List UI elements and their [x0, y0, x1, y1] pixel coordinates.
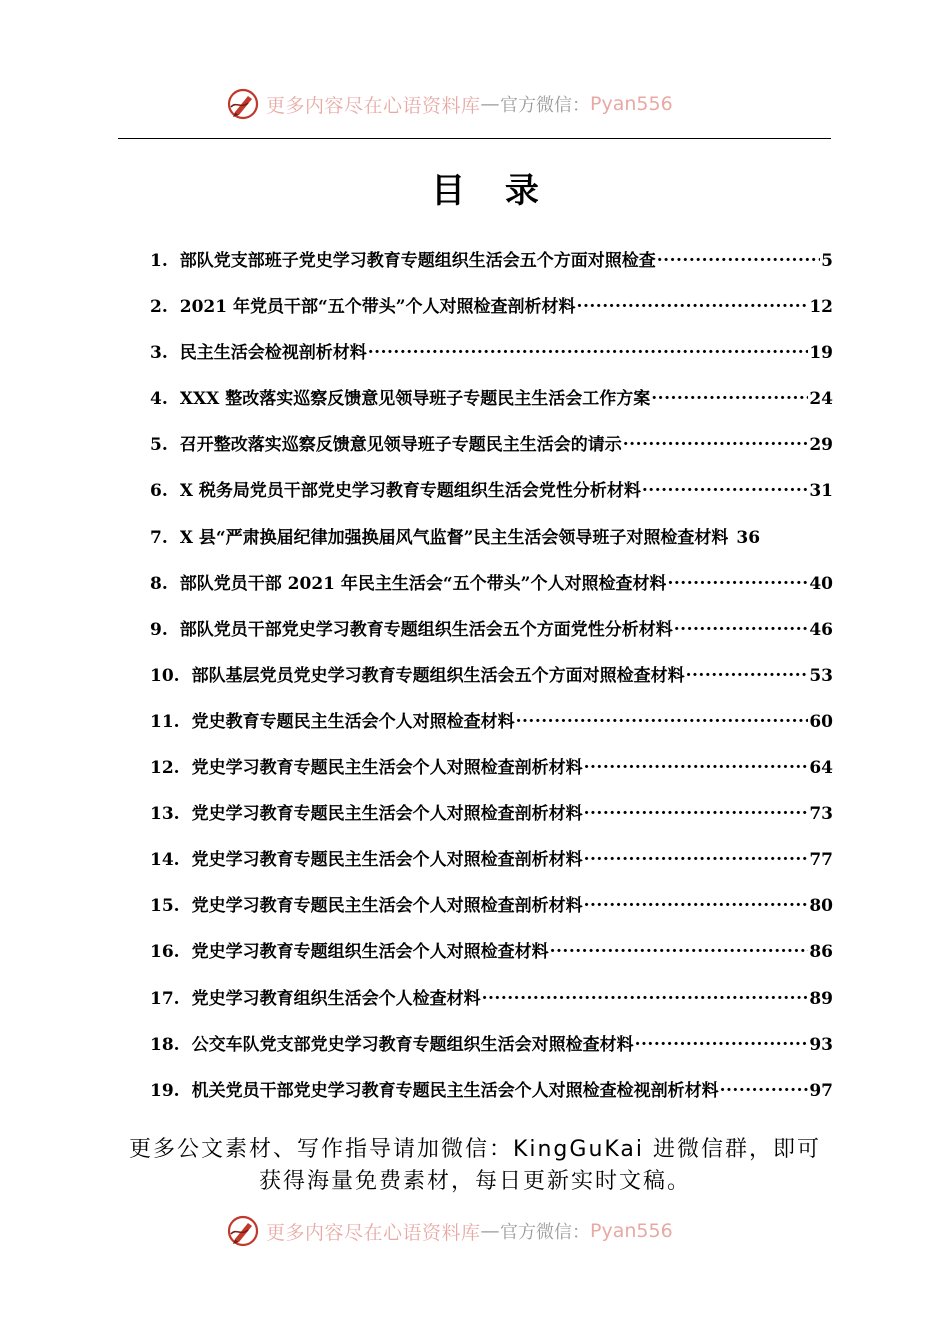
toc-entry-page: 89 — [809, 988, 833, 1009]
toc-entry-page: 53 — [809, 665, 833, 686]
toc-entry-title: 党史学习教育专题民主生活会个人对照检查剖析材料 — [191, 896, 583, 917]
toc-entry-number: 14. — [150, 850, 180, 871]
toc-dot-leader — [584, 848, 809, 865]
toc-entry-page: 64 — [809, 758, 833, 779]
toc-entry[interactable] — [150, 615, 833, 661]
footer-promo-line-2: 获得海量免费素材，每日更新实时文稿。 — [258, 1169, 691, 1194]
toc-entry-title: XXX 整改落实巡察反馈意见领导班子专题民主生活会工作方案 — [179, 389, 651, 410]
toc-entry-title: 党史学习教育专题民主生活会个人对照检查剖析材料 — [191, 804, 583, 825]
toc-entry[interactable] — [150, 569, 833, 615]
toc-entry-page: 40 — [809, 573, 833, 594]
toc-entry-number: 13. — [150, 804, 180, 825]
toc-entry-number: 5. — [150, 435, 168, 456]
toc-entry[interactable] — [150, 661, 833, 707]
toc-entry-page: 73 — [809, 804, 833, 825]
toc-dot-leader — [584, 802, 809, 819]
toc-entry-title: 党史学习教育专题民主生活会个人对照检查剖析材料 — [191, 850, 583, 871]
toc-dot-leader — [482, 987, 809, 1004]
watermark-wechat-id: Pyan556 — [590, 93, 673, 115]
toc-entry[interactable] — [150, 430, 833, 476]
toc-entry-page: 80 — [809, 896, 833, 917]
toc-entry-title: 公交车队党支部党史学习教育专题组织生活会对照检查材料 — [191, 1034, 634, 1055]
toc-entry[interactable] — [150, 523, 833, 569]
toc-entry-title: X 税务局党员干部党史学习教育专题组织生活会党性分析材料 — [179, 481, 641, 502]
toc-entry[interactable] — [150, 1076, 833, 1122]
toc-entry-page: 5 — [821, 251, 833, 271]
toc-entry-number: 10. — [150, 665, 180, 686]
toc-entry[interactable] — [150, 338, 833, 384]
toc-entry-number: 8. — [150, 573, 168, 594]
toc-dot-leader — [729, 526, 735, 543]
footer-promo-line-1: 更多公文素材、写作指导请加微信：KingGuKai 进微信群，即可 — [128, 1137, 822, 1162]
toc-entry[interactable] — [150, 937, 833, 983]
toc-entry-page: 60 — [809, 711, 833, 732]
toc-dot-leader — [368, 341, 809, 358]
toc-entry[interactable] — [150, 476, 833, 522]
toc-entry-number: 6. — [150, 481, 168, 502]
toc-entry-title: 2021 年党员干部“五个带头”个人对照检查剖析材料 — [179, 297, 576, 318]
toc-entry-page: 24 — [809, 389, 833, 410]
toc-dot-leader — [623, 433, 809, 450]
toc-entry-title: X 县“严肃换届纪律加强换届风气监督”民主生活会领导班子对照检查材料 — [179, 527, 729, 548]
toc-entry-page: 97 — [809, 1080, 833, 1101]
toc-dot-leader — [651, 387, 808, 404]
toc-entry-title: 党史学习教育组织生活会个人检查材料 — [191, 988, 481, 1009]
toc-entry-number: 18. — [150, 1034, 180, 1055]
toc-dot-leader — [674, 618, 809, 635]
watermark-site-text: 更多内容尽在心语资料库 — [266, 94, 481, 117]
watermark-wechat-id: Pyan556 — [590, 1220, 673, 1242]
toc-entry[interactable] — [150, 799, 833, 845]
toc-entry-number: 3. — [150, 343, 168, 364]
toc-dot-leader — [720, 1079, 809, 1096]
toc-dot-leader — [667, 572, 808, 589]
toc-entry-title: 部队党支部班子党史学习教育专题组织生活会五个方面对照检查 — [179, 251, 656, 271]
toc-entry-number: 17. — [150, 988, 180, 1009]
watermark-official-label: 官方微信： — [500, 95, 591, 116]
toc-entry-page: 86 — [809, 942, 833, 963]
toc-entry-page: 29 — [809, 435, 833, 456]
toc-entry[interactable] — [150, 707, 833, 753]
toc-entry-number: 7. — [150, 527, 168, 548]
toc-list — [150, 246, 833, 1122]
toc-entry-page: 77 — [809, 850, 833, 871]
toc-entry-title: 民主生活会检视剖析材料 — [179, 343, 367, 364]
header-watermark — [226, 86, 673, 122]
footer-promo-note — [100, 1134, 850, 1198]
toc-entry[interactable] — [150, 845, 833, 891]
toc-entry[interactable] — [150, 753, 833, 799]
toc-dot-leader — [516, 710, 809, 727]
toc-entry-number: 9. — [150, 619, 168, 640]
toc-dot-leader — [584, 756, 809, 773]
watermark-official-label: 官方微信： — [500, 1222, 591, 1243]
toc-entry-title: 部队党员干部 2021 年民主生活会“五个带头”个人对照检查材料 — [179, 573, 667, 594]
watermark-separator: — — [480, 1220, 501, 1242]
toc-dot-leader — [657, 249, 820, 266]
footer-watermark — [226, 1213, 673, 1249]
toc-entry-title: 部队基层党员党史学习教育专题组织生活会五个方面对照检查材料 — [191, 665, 685, 686]
toc-dot-leader — [550, 940, 809, 957]
header-divider — [118, 138, 831, 139]
pen-circle-logo-icon — [226, 1214, 260, 1248]
toc-entry-number: 11. — [150, 711, 180, 732]
toc-entry-page: 46 — [809, 619, 833, 640]
toc-entry-number: 15. — [150, 896, 180, 917]
toc-entry[interactable] — [150, 246, 833, 292]
toc-dot-leader — [584, 894, 809, 911]
toc-entry-number: 12. — [150, 758, 180, 779]
toc-dot-leader — [642, 479, 808, 496]
toc-entry-title: 部队党员干部党史学习教育专题组织生活会五个方面党性分析材料 — [179, 619, 673, 640]
toc-entry-title: 党史教育专题民主生活会个人对照检查材料 — [191, 711, 515, 732]
toc-entry-number: 19. — [150, 1080, 180, 1101]
toc-entry[interactable] — [150, 384, 833, 430]
pen-circle-logo-icon — [226, 87, 260, 121]
toc-entry-page: 31 — [809, 481, 833, 502]
toc-entry-page: 19 — [809, 343, 833, 364]
toc-entry[interactable] — [150, 984, 833, 1030]
toc-entry[interactable] — [150, 1030, 833, 1076]
toc-entry-title: 党史学习教育专题民主生活会个人对照检查剖析材料 — [191, 758, 583, 779]
toc-entry-number: 1. — [150, 251, 168, 271]
toc-entry-title: 召开整改落实巡察反馈意见领导班子专题民主生活会的请示 — [179, 435, 622, 456]
toc-entry-page: 93 — [809, 1034, 833, 1055]
toc-dot-leader — [635, 1033, 809, 1050]
toc-title: 目 录 — [431, 171, 553, 211]
toc-entry-title: 机关党员干部党史学习教育专题民主生活会个人对照检查检视剖析材料 — [191, 1080, 719, 1101]
watermark-separator: — — [480, 93, 501, 115]
toc-dot-leader — [577, 295, 809, 312]
toc-entry-number: 2. — [150, 297, 168, 318]
watermark-site-text: 更多内容尽在心语资料库 — [266, 1221, 481, 1244]
toc-entry-page: 36 — [736, 527, 761, 548]
toc-entry[interactable] — [150, 292, 833, 338]
toc-entry-number: 4. — [150, 389, 168, 410]
toc-entry-title: 党史学习教育专题组织生活会个人对照检查材料 — [191, 942, 549, 963]
toc-entry-number: 16. — [150, 942, 180, 963]
toc-entry-page: 12 — [809, 297, 833, 318]
toc-entry[interactable] — [150, 891, 833, 937]
toc-dot-leader — [686, 664, 809, 681]
